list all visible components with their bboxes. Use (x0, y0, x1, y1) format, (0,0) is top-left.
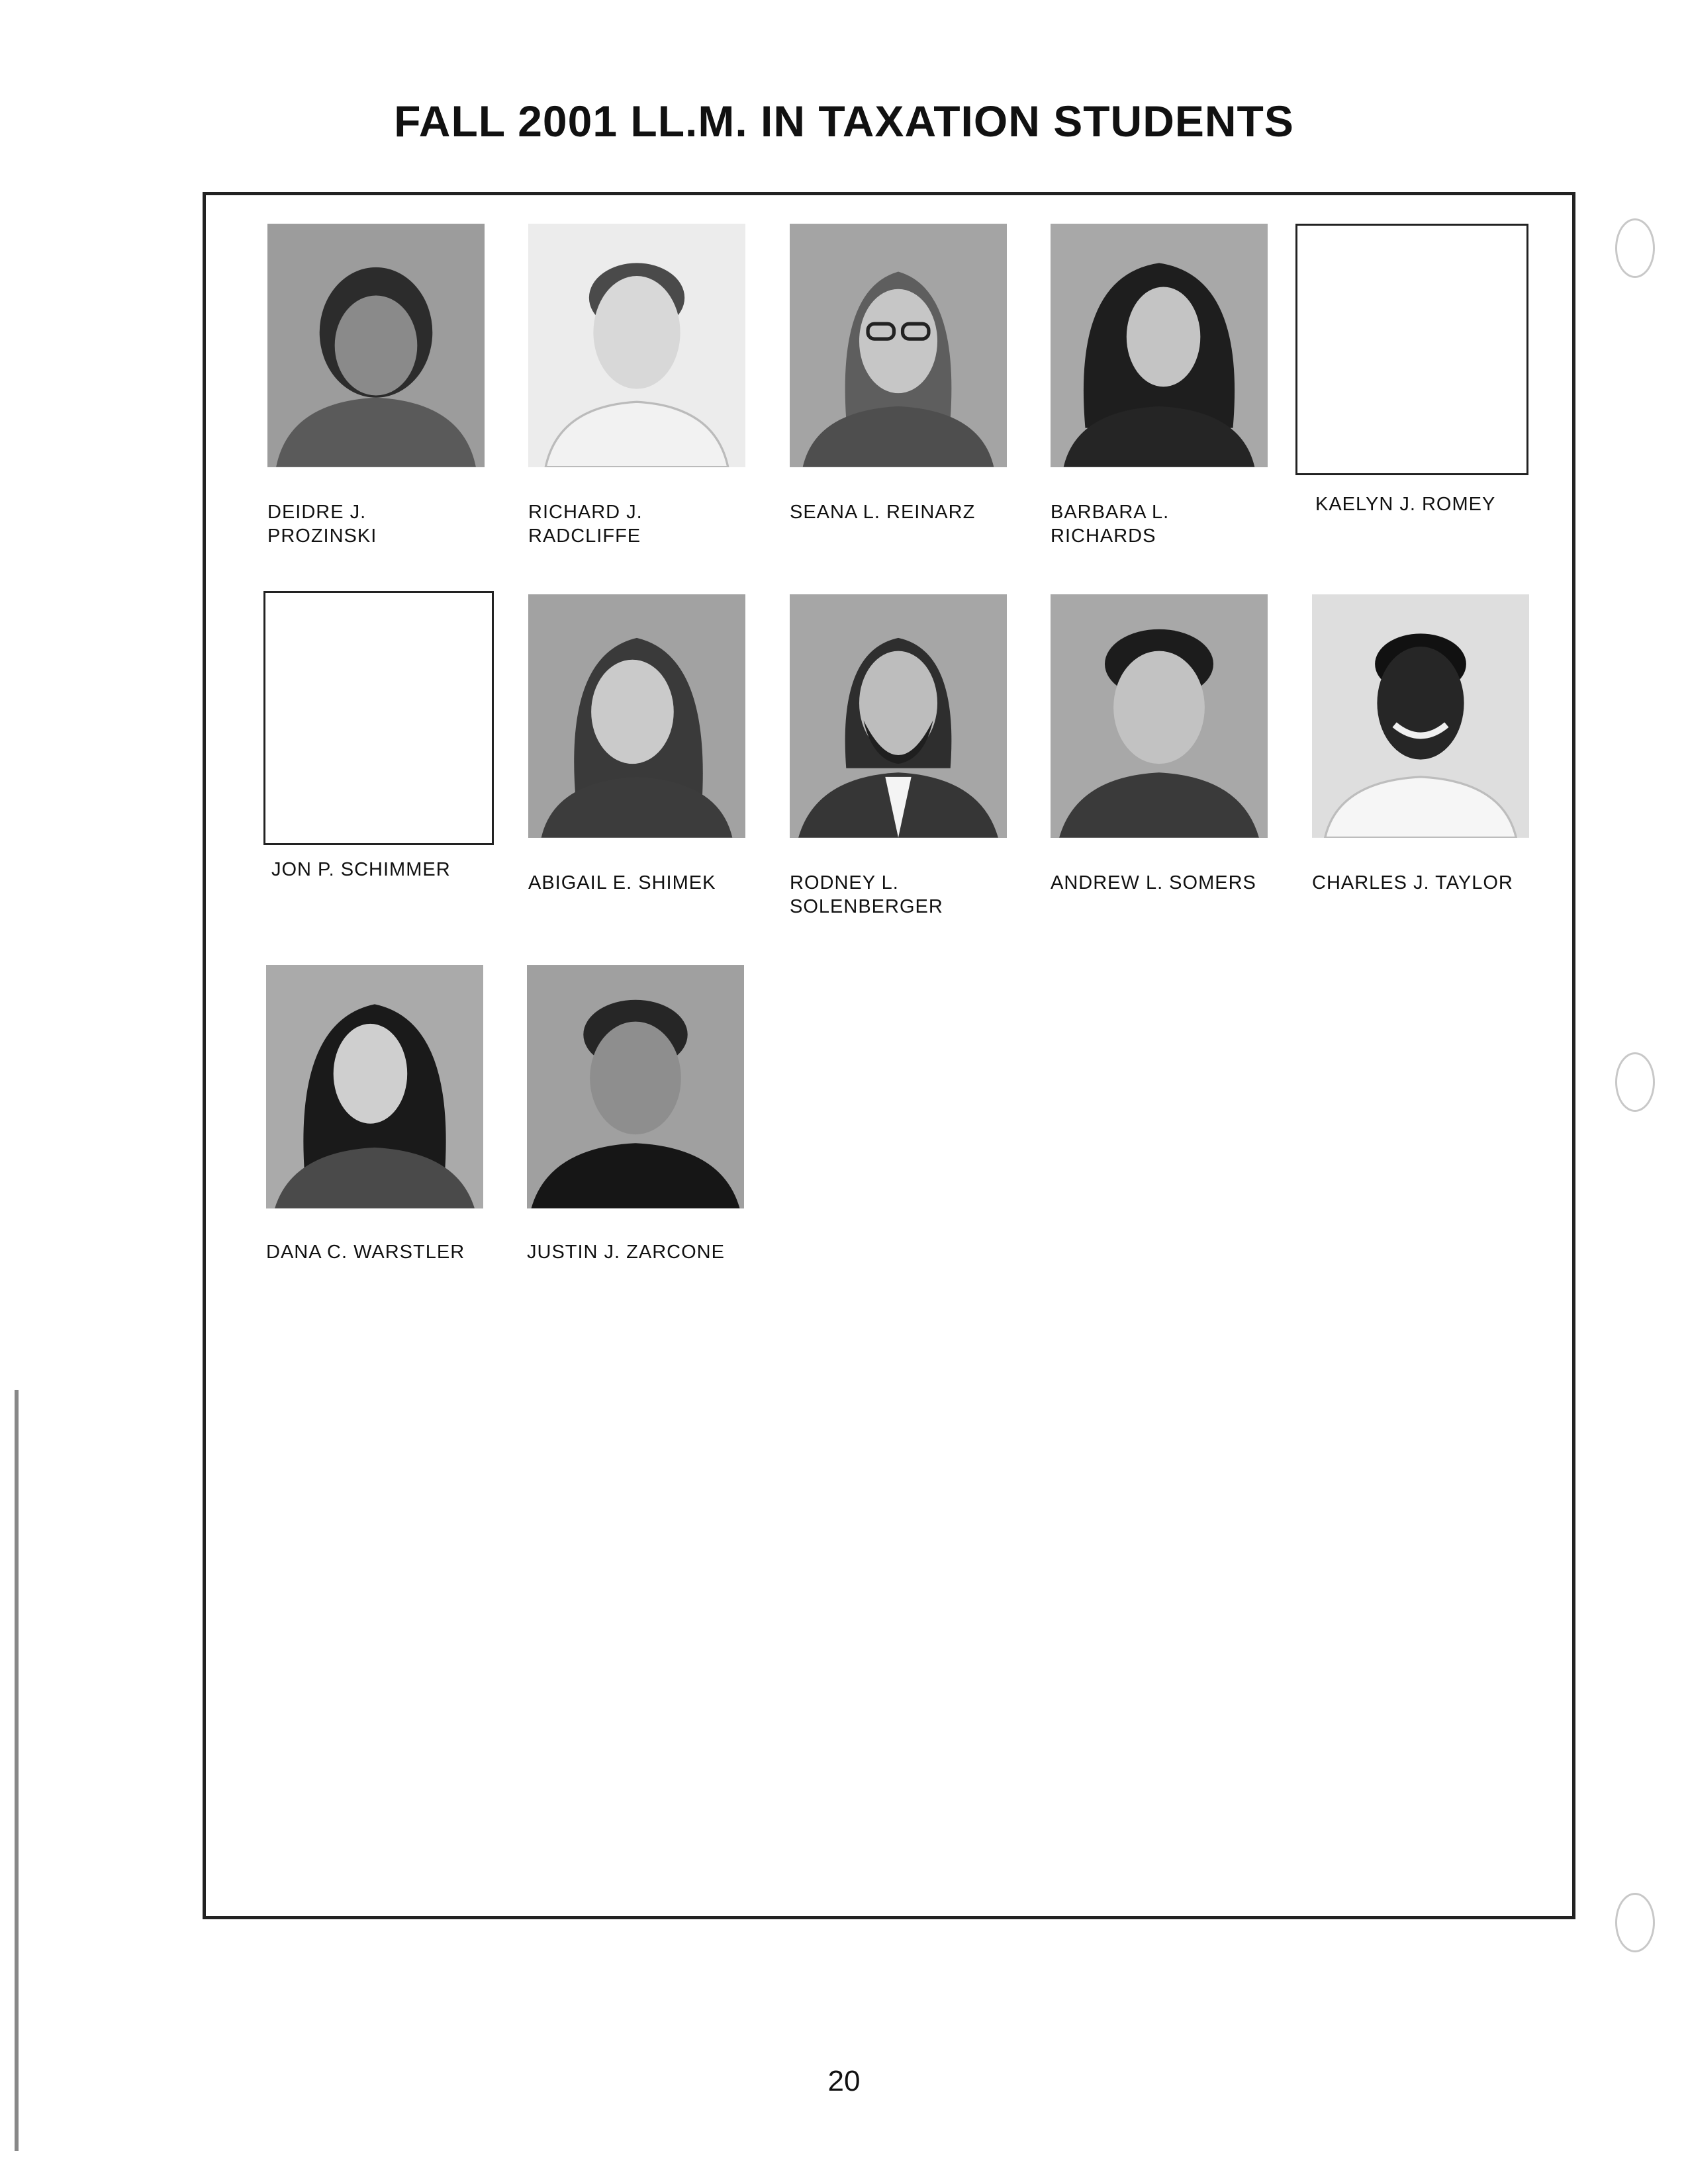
woman-smiling-icon (528, 594, 745, 838)
student-name: RODNEY L. SOLENBERGER (790, 872, 943, 917)
photo-charles-taylor (1312, 594, 1529, 838)
page-number: 20 (827, 2065, 861, 2097)
student-name: JUSTIN J. ZARCONE (527, 1242, 725, 1263)
scan-edge-mark (15, 1390, 19, 2151)
photo-barbara-richards (1051, 224, 1268, 467)
binder-hole-mark (1615, 1052, 1655, 1112)
photo-placeholder-jon-schimmer (263, 591, 494, 845)
student-name: CHARLES J. TAYLOR (1312, 872, 1513, 893)
student-name: ANDREW L. SOMERS (1051, 872, 1256, 893)
student-name: ABIGAIL E. SHIMEK (528, 872, 716, 893)
binder-hole-mark (1615, 1893, 1655, 1952)
man-dark-hair-icon (1051, 594, 1268, 838)
photo-abigail-shimek (528, 594, 745, 838)
woman-glasses-icon (790, 224, 1007, 467)
student-name: DEIDRE J. PROZINSKI (267, 502, 377, 547)
photo-justin-zarcone (527, 965, 744, 1208)
woman-curly-hair-icon (1051, 224, 1268, 467)
man-beard-icon (790, 594, 1007, 838)
man-dark-shirt-icon (527, 965, 744, 1208)
photo-deidre-prozinski (267, 224, 485, 467)
student-name: BARBARA L. RICHARDS (1051, 502, 1170, 547)
student-name: DANA C. WARSTLER (266, 1242, 465, 1263)
page-title: FALL 2001 LL.M. IN TAXATION STUDENTS (394, 97, 1294, 146)
photo-seana-reinarz (790, 224, 1007, 467)
photo-andrew-somers (1051, 594, 1268, 838)
student-name: JON P. SCHIMMER (271, 859, 451, 880)
photo-dana-warstler (266, 965, 483, 1208)
woman-long-hair-icon (266, 965, 483, 1208)
binder-hole-mark (1615, 218, 1655, 278)
man-smiling-icon (1312, 594, 1529, 838)
photo-rodney-solenberger (790, 594, 1007, 838)
photo-richard-radcliffe (528, 224, 745, 467)
student-name: SEANA L. REINARZ (790, 502, 976, 523)
man-short-hair-icon (528, 224, 745, 467)
student-name: KAELYN J. ROMEY (1315, 494, 1496, 515)
woman-dark-hair-icon (267, 224, 485, 467)
photo-placeholder-kaelyn-romey (1295, 224, 1528, 475)
student-name: RICHARD J. RADCLIFFE (528, 502, 643, 547)
